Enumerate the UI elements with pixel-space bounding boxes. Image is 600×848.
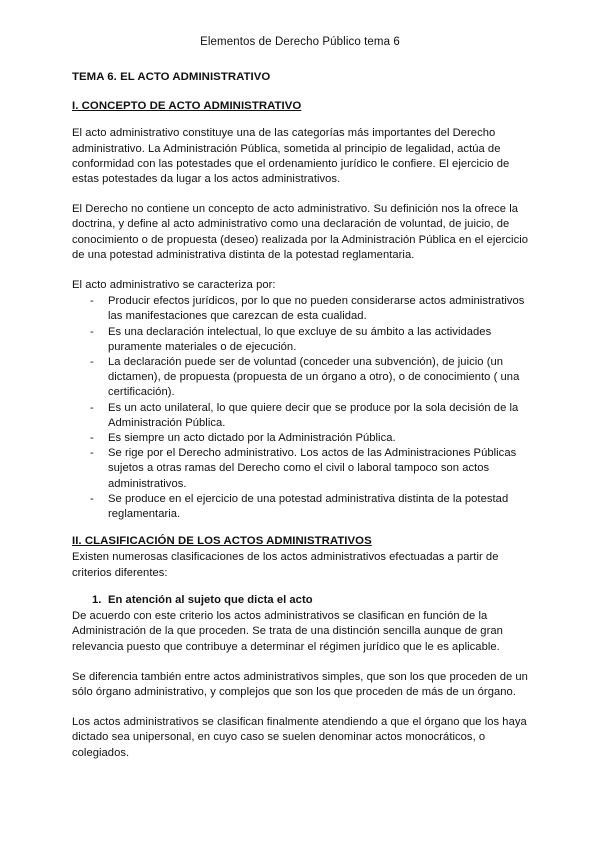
list-item-text: La declaración puede ser de voluntad (conceder una subvención), de juicio (un dictamen), de propuesta (propuesta de un órgano a otro), o de conocimiento ( una certificación).	[108, 356, 520, 399]
dash-bullet: -	[90, 432, 94, 445]
dash-bullet: -	[90, 401, 94, 414]
list-item	[72, 401, 532, 431]
list-item	[72, 492, 532, 522]
list-item	[72, 431, 532, 446]
list-item-text: Se rige por el Derecho administrativo. Los actos de las Administraciones Públicas sujetos a otras ramas del Derecho como el civil o laboral tampoco son actos administrativos.	[108, 447, 517, 490]
document-body	[72, 70, 532, 776]
section-1-heading: I. CONCEPTO DE ACTO ADMINISTRATIVO	[72, 100, 302, 113]
list-item-text: Es siempre un acto dictado por la Administración Pública.	[108, 432, 396, 445]
subsection-title: En atención al sujeto que dicta el acto	[108, 593, 313, 606]
subsection-1-heading	[72, 593, 532, 608]
document-title: TEMA 6. EL ACTO ADMINISTRATIVO	[72, 71, 271, 83]
subsection-1-paragraph-1: De acuerdo con este criterio los actos administrativos se clasifican en función de la Administración de la que proceden. Se trata de una distinción sencilla aunque de gran relevancia puesto que contribuye a determinar el régimen jurídico que le es aplicable.	[72, 610, 503, 653]
list-item	[72, 355, 532, 401]
list-item	[72, 325, 532, 355]
subsection-1-paragraph-2: Se diferencia también entre actos administrativos simples, que son los que proceden de un sólo órgano administrativo, y complejos que son los que proceden de más de un órgano.	[72, 670, 528, 698]
characteristics-list	[72, 294, 532, 522]
dash-bullet: -	[90, 325, 94, 338]
list-item	[72, 446, 532, 492]
section-1-paragraph-2: El Derecho no contiene un concepto de acto administrativo. Su definición nos la ofrece la doctrina, y define al acto administrativo como una declaración de voluntad, de juicio, de conocimiento o de propuesta (deseo) realizada por la Administración Pública en el ejercicio de una potestad administrativa distinta de la potestad reglamentaria.	[72, 203, 529, 261]
section-1-paragraph-1: El acto administrativo constituye una de las categorías más importantes del Derecho administrativo. La Administración Pública, sometida al principio de legalidad, actúa de conformidad con las potestades que el ordenamiento jurídico le confiere. El ejercicio de estas potestades da lugar a los actos administrativos.	[72, 127, 510, 186]
subsection-1-paragraph-3: Los actos administrativos se clasifican finalmente atendiendo a que el órgano que los haya dictado sea unipersonal, en cuyo caso se suelen denominar actos monocráticos, o colegiados.	[72, 716, 527, 759]
subsection-number: 1.	[92, 593, 102, 606]
dash-bullet: -	[90, 447, 94, 460]
dash-bullet: -	[90, 492, 94, 505]
characteristics-intro: El acto administrativo se caracteriza por:	[72, 279, 276, 292]
dash-bullet: -	[90, 295, 94, 308]
dash-bullet: -	[90, 356, 94, 369]
list-item-text: Es un acto unilateral, lo que quiere decir que se produce por la sola decisión de la Administración Pública.	[108, 401, 519, 429]
list-item-text: Producir efectos jurídicos, por lo que no pueden considerarse actos administrativos las manifestaciones que carezcan de esta cualidad.	[108, 295, 525, 323]
section-2-intro: Existen numerosas clasificaciones de los actos administrativos efectuadas a partir de criterios diferentes:	[72, 551, 499, 579]
list-item-text: Es una declaración intelectual, lo que excluye de su ámbito a las actividades puramente materiales o de ejecución.	[108, 325, 492, 353]
section-2-heading: II. CLASIFICACIÓN DE LOS ACTOS ADMINISTRATIVOS	[72, 535, 372, 548]
list-item-text: Se produce en el ejercicio de una potestad administrativa distinta de la potestad reglamentaria.	[108, 492, 509, 521]
list-item	[72, 294, 532, 324]
page-header: Elementos de Derecho Público tema 6	[200, 36, 400, 48]
